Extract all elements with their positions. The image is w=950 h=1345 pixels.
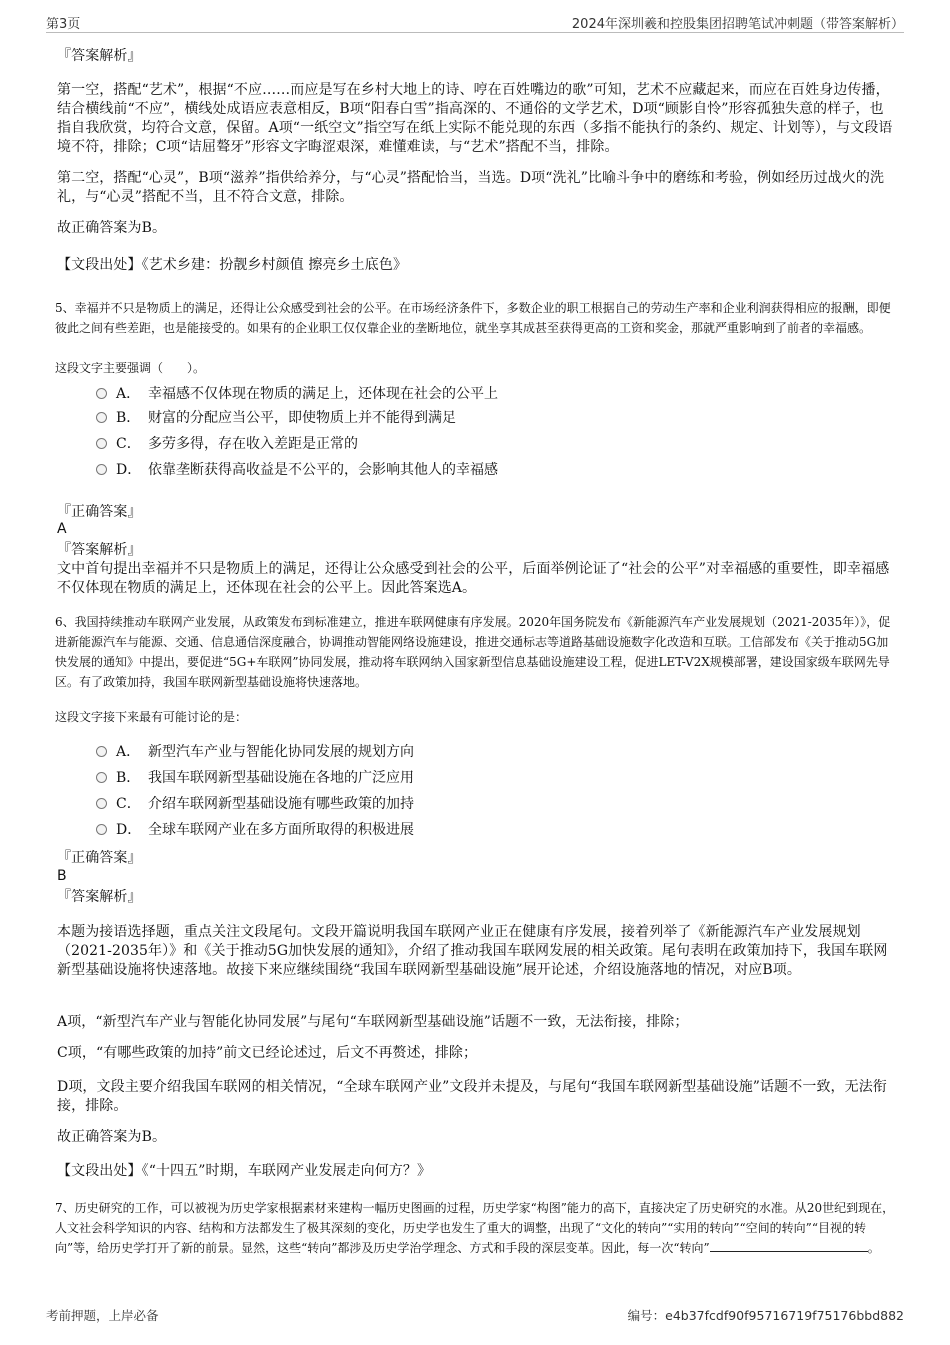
q6-conclusion: 故正确答案为B。 (57, 1129, 167, 1145)
q5-analysis: 文中首句提出幸福并不只是物质上的满足，还得让公众感受到社会的公平，后面举例论证了“社会的公平”对幸福感的重要性，即幸福感不仅体现在物质的满足上，还体现在社会的公平上。因此答案选A。 (57, 561, 890, 596)
option-letter: D． (116, 822, 142, 838)
q4-analysis-p2: 第二空，搭配“心灵”，B项“滋养”指供给养分，与“心灵”搭配恰当，当选。D项“洗礼”比喻斗争中的磨练和考验，例如经历过战火的洗礼，与“心灵”搭配不当，且不符合文意，排除。 (57, 170, 885, 205)
option-text: 介绍车联网新型基础设施有哪些政策的加持 (148, 796, 414, 812)
q7-stem-text: 7、历史研究的工作，可以被视为历史学家根据素材来建构一幅历史图画的过程，历史学家“构图”能力的高下，直接决定了历史研究的水准。从20世纪到现在，人文社会科学知识的内容、结构和方法都发生了极其深刻的变化，历史学也发生了重大的调整，出现了“文化的转向”“实用的转向”“空间的转向”“目视的转向”等，给历史学打开了新的前景。显然，这些“转向”都涉及历史学治学理念、方式和手段的深层变革。因此，每一次“转向” (55, 1201, 895, 1255)
q6-answer: B (57, 868, 67, 884)
q5-option-d[interactable] (96, 460, 498, 480)
radio-icon[interactable] (96, 438, 107, 449)
option-text: 我国车联网新型基础设施在各地的广泛应用 (148, 770, 414, 786)
option-letter: A． (116, 386, 141, 402)
footer-slogan: 考前押题，上岸必备 (46, 1308, 159, 1323)
q5-option-b[interactable] (96, 408, 456, 428)
q6-option-d[interactable] (96, 820, 414, 840)
q6-analysis-p1: 本题为接语选择题，重点关注文段尾句。文段开篇说明我国车联网产业正在健康有序发展，接着列举了《新能源汽车产业发展规划（2021-2035年）》和《关于推动5G加快发展的通知》，介绍了推动我国车联网发展的相关政策。尾句表明在政策加持下，我国车联网新型基础设施将快速落地。故接下来应继续围绕“我国车联网新型基础设施”展开论述，介绍设施落地的情况，对应B项。 (57, 924, 888, 978)
q6-analysis-p3: C项，“有哪些政策的加持”前文已经论述过，后文不再赘述，排除； (57, 1045, 478, 1061)
option-letter: A． (116, 744, 141, 760)
radio-icon[interactable] (96, 464, 107, 475)
q6-analysis-p4: D项，文段主要介绍我国车联网的相关情况，“全球车联网产业”文段并未提及，与尾句“我国车联网新型基础设施”话题不一致，无法衔接，排除。 (57, 1079, 887, 1114)
q7-stem-tail: 。 (867, 1241, 880, 1255)
q4-analysis-p1: 第一空，搭配“艺术”，根据“不应……而应是写在乡村大地上的诗、哼在百姓嘴边的歌”可知，艺术不应藏起来，而应在百姓身边传播，结合横线前“不应”，横线处成语应表意相反，B项“阳春白雪”指高深的、不通俗的文学艺术，D项“顾影自怜”形容孤独失意的样子，也指自我欣赏，均符合文意，保留。A项“一纸空文”指空写在纸上实际不能兑现的东西（多指不能执行的条约、规定、计划等），与文段语境不符，排除；C项“诘屈聱牙”形容文字晦涩艰深，难懂难读，与“艺术”搭配不当，排除。 (57, 82, 893, 155)
option-text: 多劳多得，存在收入差距是正常的 (148, 436, 358, 452)
document-title: 2024年深圳羲和控股集团招聘笔试冲刺题（带答案解析） (571, 17, 904, 32)
option-text: 全球车联网产业在多方面所取得的积极进展 (148, 822, 414, 838)
q5-answer-heading: 『正确答案』 (57, 504, 142, 520)
q6-stem: 6、我国持续推动车联网产业发展，从政策发布到标准建立，推进车联网健康有序发展。2020年国务院发布《新能源汽车产业发展规划（2021-2035年）》，促进新能源汽车与能源、交通、信息通信深度融合，协调推动智能网络设施建设，推进交通标志等道路基础设施数字化改造和互联。工信部发布《关于推动5G加快发展的通知》中提出，要促进“5G+车联网”协同发展，推动将车联网纳入国家新型信息基础设施建设工程，促进LET-V2X规模部署，建设国家级车联网先导区。有了政策加持，我国车联网新型基础设施将快速落地。 (55, 615, 891, 689)
q5-answer: A (57, 521, 67, 537)
answer-blank[interactable] (710, 1239, 868, 1252)
q5-option-c[interactable] (96, 434, 358, 454)
option-text: 幸福感不仅体现在物质的满足上，还体现在社会的公平上 (148, 386, 498, 402)
q6-option-c[interactable] (96, 794, 414, 814)
radio-icon[interactable] (96, 772, 107, 783)
option-text: 财富的分配应当公平，即使物质上并不能得到满足 (148, 410, 456, 426)
q6-option-b[interactable] (96, 768, 414, 788)
radio-icon[interactable] (96, 824, 107, 835)
radio-icon[interactable] (96, 412, 107, 423)
q4-conclusion: 故正确答案为B。 (57, 220, 167, 236)
q5-question: 这段文字主要强调（ ）。 (55, 361, 206, 375)
q5-analysis-heading: 『答案解析』 (57, 542, 142, 558)
radio-icon[interactable] (96, 746, 107, 757)
option-letter: C． (116, 796, 141, 812)
option-letter: B． (116, 770, 141, 786)
radio-icon[interactable] (96, 388, 107, 399)
q6-analysis-heading: 『答案解析』 (57, 889, 142, 905)
q5-option-a[interactable] (96, 384, 498, 404)
page-number: 第3页 (46, 17, 81, 32)
q6-source: 【文段出处】《“十四五”时期，车联网产业发展走向何方？》 (57, 1163, 432, 1179)
page-header (46, 10, 904, 33)
option-letter: B． (116, 410, 141, 426)
option-letter: D． (116, 462, 142, 478)
radio-icon[interactable] (96, 798, 107, 809)
q6-answer-heading: 『正确答案』 (57, 850, 142, 866)
option-text: 依靠垄断获得高收益是不公平的，会影响其他人的幸福感 (148, 462, 498, 478)
q4-source: 【文段出处】《艺术乡建：扮靓乡村颜值 擦亮乡土底色》 (57, 257, 408, 273)
option-letter: C． (116, 436, 141, 452)
document-id: 编号：e4b37fcdf90f95716719f75176bbd882 (627, 1308, 904, 1323)
q6-analysis-p2: A项，“新型汽车产业与智能化协同发展”与尾句“车联网新型基础设施”话题不一致，无法衔接，排除； (57, 1014, 689, 1030)
option-text: 新型汽车产业与智能化协同发展的规划方向 (148, 744, 414, 760)
q6-option-a[interactable] (96, 742, 414, 762)
q4-analysis-heading: 『答案解析』 (57, 48, 142, 64)
q5-stem: 5、幸福并不只是物质上的满足，还得让公众感受到社会的公平。在市场经济条件下，多数企业的职工根据自己的劳动生产率和企业利润获得相应的报酬，即便彼此之间有些差距，也是能接受的。如果有的企业职工仅仅靠企业的垄断地位，就坐享其成甚至获得更高的工资和奖金，那就严重影响到了前者的幸福感。 (55, 301, 891, 335)
q7-stem (55, 1198, 897, 1258)
q6-question: 这段文字接下来最有可能讨论的是： (55, 710, 248, 724)
